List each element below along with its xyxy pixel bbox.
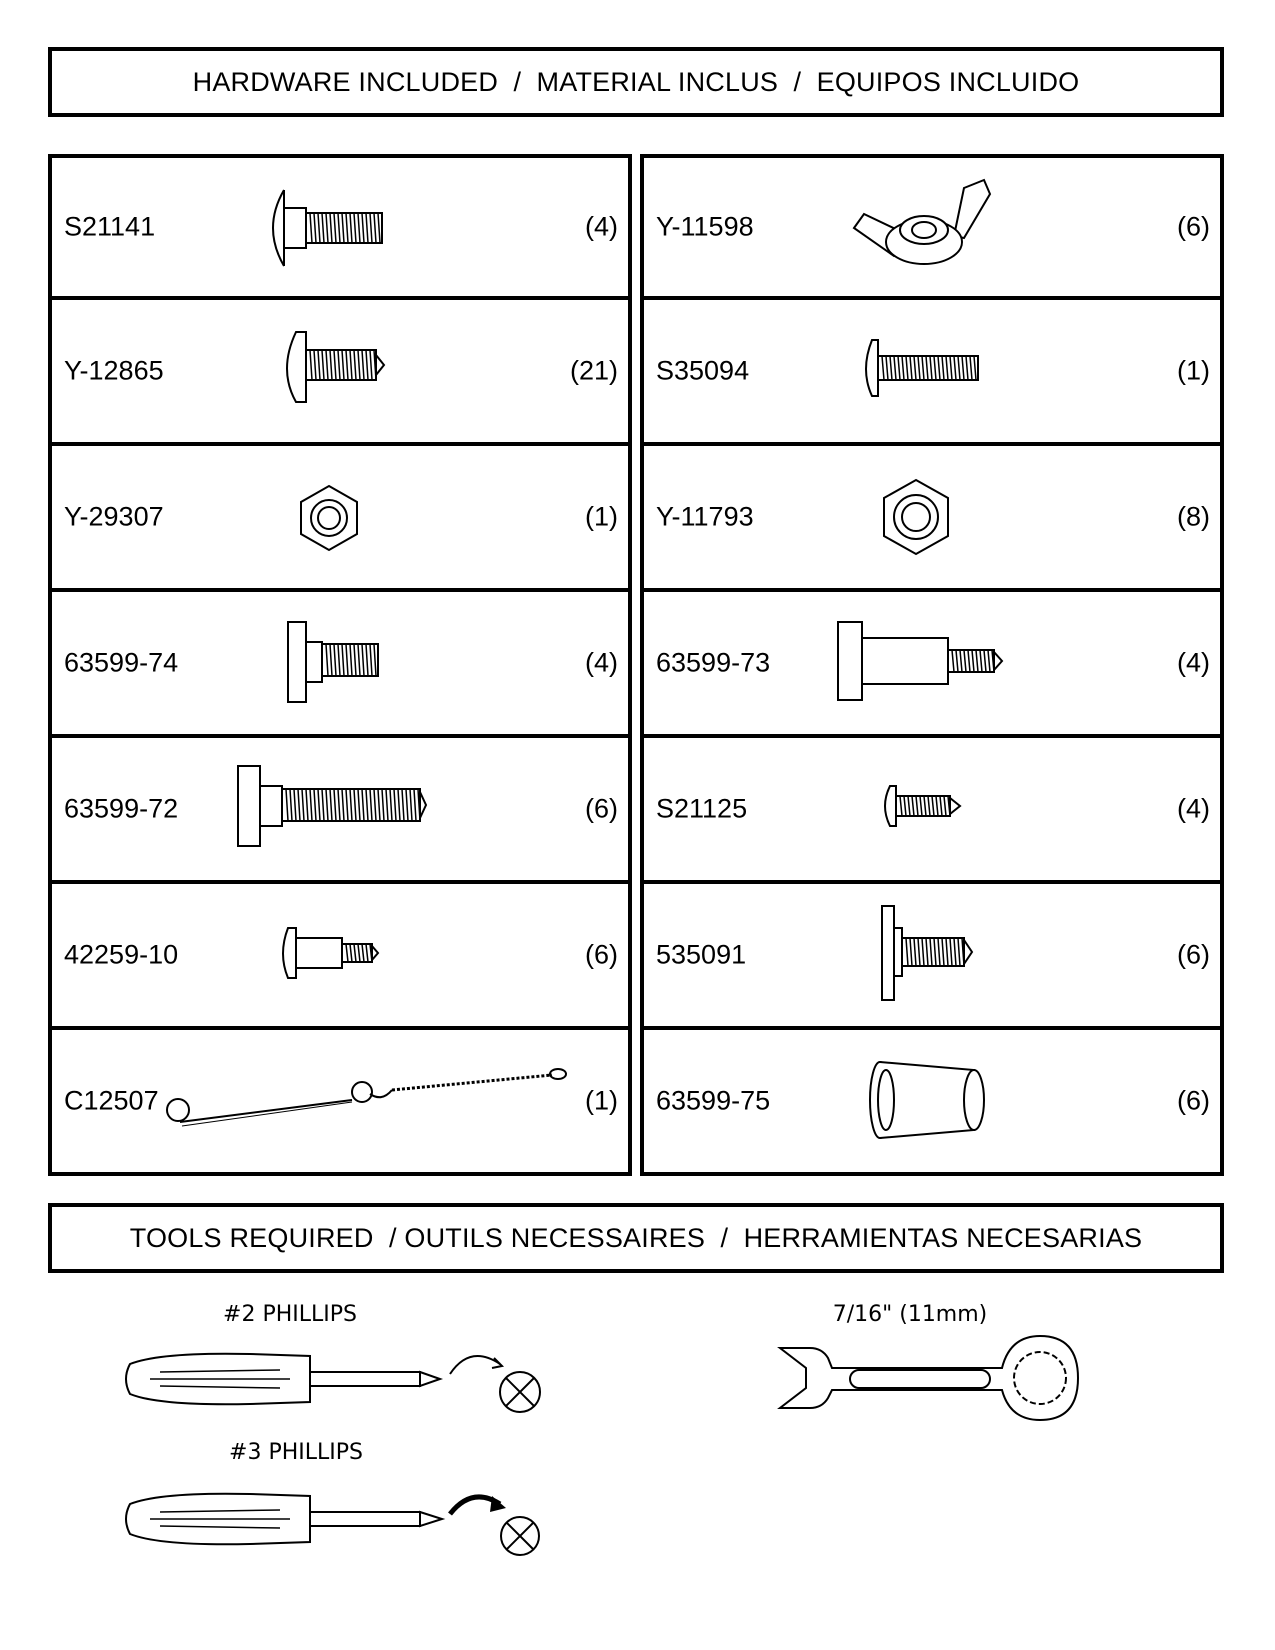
combination-wrench-icon bbox=[770, 1328, 1090, 1428]
part-qty: (4) bbox=[585, 211, 618, 242]
part-qty: (1) bbox=[585, 501, 618, 532]
phillips-screwdriver-icon bbox=[120, 1474, 560, 1564]
part-cell bbox=[48, 1026, 632, 1176]
part-code: Y-29307 bbox=[64, 501, 164, 532]
tool-label: #3 PHILLIPS bbox=[229, 1440, 363, 1465]
tool-label: #2 PHILLIPS bbox=[223, 1302, 357, 1327]
tools-required-banner: TOOLS REQUIRED / OUTILS NECESSAIRES / HERRAMIENTAS NECESARIAS bbox=[48, 1203, 1224, 1273]
part-code: Y-12865 bbox=[64, 355, 164, 386]
part-qty: (6) bbox=[585, 939, 618, 970]
part-cell bbox=[640, 442, 1224, 592]
cable-pin-icon bbox=[52, 1030, 628, 1168]
part-code: C12507 bbox=[64, 1085, 159, 1116]
phillips-screwdriver-icon bbox=[120, 1334, 560, 1424]
part-qty: (6) bbox=[1177, 1085, 1210, 1116]
part-qty: (6) bbox=[1177, 939, 1210, 970]
wing-nut-icon bbox=[644, 158, 1220, 296]
long-bolt-icon bbox=[52, 738, 628, 876]
part-cell bbox=[48, 296, 632, 446]
shoulder-bolt-long-icon bbox=[644, 592, 1220, 730]
pan-head-screw-icon bbox=[52, 300, 628, 438]
part-code: 63599-74 bbox=[64, 647, 179, 678]
flange-screw-icon bbox=[644, 300, 1220, 438]
part-cell bbox=[640, 1026, 1224, 1176]
part-code: S35094 bbox=[656, 355, 750, 386]
part-code: S21125 bbox=[656, 793, 748, 824]
part-cell bbox=[48, 734, 632, 884]
part-qty: (6) bbox=[585, 793, 618, 824]
hex-nut-icon bbox=[644, 446, 1220, 584]
hardware-grid bbox=[48, 154, 1224, 1176]
part-code: 63599-73 bbox=[656, 647, 771, 678]
part-code: 63599-75 bbox=[656, 1085, 771, 1116]
flanged-sleeve-icon bbox=[644, 1030, 1220, 1168]
part-code: Y-11793 bbox=[656, 501, 754, 532]
carriage-bolt-icon bbox=[52, 158, 628, 296]
part-qty: (8) bbox=[1177, 501, 1210, 532]
small-hex-nut-icon bbox=[52, 446, 628, 584]
washer-head-screw-icon bbox=[644, 884, 1220, 1022]
shoulder-screw-icon bbox=[52, 884, 628, 1022]
part-code: Y-11598 bbox=[656, 211, 754, 242]
part-qty: (1) bbox=[1177, 355, 1210, 386]
part-cell bbox=[48, 154, 632, 300]
part-qty: (1) bbox=[585, 1085, 618, 1116]
part-cell bbox=[48, 442, 632, 592]
shoulder-bolt-short-icon bbox=[52, 592, 628, 730]
tools-section bbox=[0, 1290, 1275, 1630]
hardware-included-banner: HARDWARE INCLUDED / MATERIAL INCLUS / EQUIPOS INCLUIDO bbox=[48, 47, 1224, 117]
part-cell bbox=[48, 880, 632, 1030]
part-cell bbox=[640, 880, 1224, 1030]
part-code: 42259-10 bbox=[64, 939, 179, 970]
part-code: 63599-72 bbox=[64, 793, 179, 824]
part-qty: (4) bbox=[585, 647, 618, 678]
part-code: S21141 bbox=[64, 211, 156, 242]
sheet-metal-screw-icon bbox=[644, 738, 1220, 876]
part-cell bbox=[640, 734, 1224, 884]
part-qty: (21) bbox=[569, 355, 618, 386]
part-code: 535091 bbox=[656, 939, 747, 970]
part-qty: (4) bbox=[1177, 793, 1210, 824]
part-cell bbox=[640, 588, 1224, 738]
part-cell bbox=[48, 588, 632, 738]
part-cell bbox=[640, 154, 1224, 300]
part-cell bbox=[640, 296, 1224, 446]
part-qty: (6) bbox=[1177, 211, 1210, 242]
tool-label: 7/16" (11mm) bbox=[832, 1302, 988, 1327]
part-qty: (4) bbox=[1177, 647, 1210, 678]
